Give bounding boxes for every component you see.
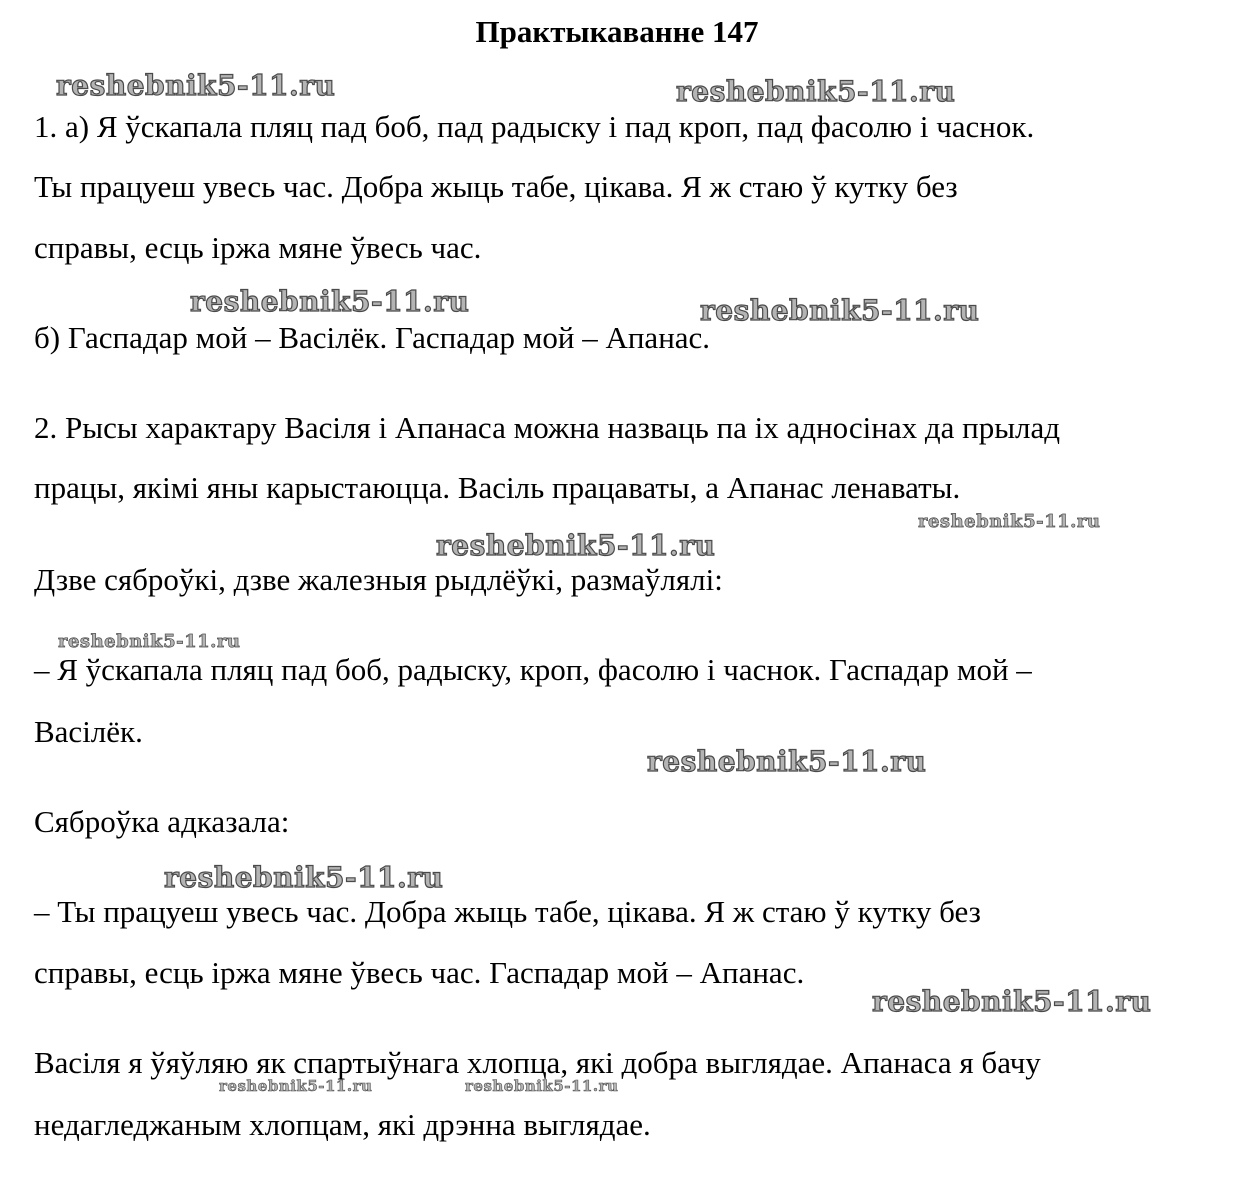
- watermark: reshebnik5-11.ru: [872, 985, 1152, 1018]
- text-line: 1. а) Я ўскапала пляц пад боб, пад радыску і пад кроп, пад фасолю і часнок.: [34, 109, 1035, 144]
- text-line: Васіля я ўяўляю як спартыўнага хлопца, які добра выглядае. Апанаса я бачу: [34, 1045, 1041, 1080]
- watermark: reshebnik5-11.ru: [58, 631, 241, 652]
- watermark: reshebnik5-11.ru: [436, 529, 716, 562]
- watermark: reshebnik5-11.ru: [465, 1077, 619, 1095]
- text-line: справы, есць іржа мяне ўвесь час. Гаспадар мой – Апанас.: [34, 955, 805, 990]
- text-line: Ты працуеш увесь час. Добра жыць табе, цікава. Я ж стаю ў кутку без: [34, 169, 958, 204]
- text-line: працы, якімі яны карыстаюцца. Васіль працаваты, а Апанас ленаваты.: [34, 470, 961, 505]
- page-title: Практыкаванне 147: [475, 14, 759, 49]
- text-line: Дзве сяброўкі, дзве жалезныя рыдлёўкі, размаўлялі:: [34, 562, 723, 597]
- watermark: reshebnik5-11.ru: [164, 861, 444, 894]
- text-line: 2. Рысы характару Васіля і Апанаса можна назваць па іх адносінах да прылад: [34, 410, 1061, 445]
- text-line: недагледжаным хлопцам, які дрэнна выглядае.: [34, 1107, 651, 1142]
- watermark: reshebnik5-11.ru: [219, 1077, 373, 1095]
- text-line: справы, есць іржа мяне ўвесь час.: [34, 230, 482, 265]
- text-line: – Ты працуеш увесь час. Добра жыць табе, цікава. Я ж стаю ў кутку без: [34, 894, 981, 929]
- watermark: reshebnik5-11.ru: [56, 69, 336, 102]
- watermark: reshebnik5-11.ru: [647, 745, 927, 778]
- watermark: reshebnik5-11.ru: [918, 511, 1101, 532]
- text-line: Сяброўка адказала:: [34, 804, 290, 839]
- text-line: – Я ўскапала пляц пад боб, радыску, кроп, фасолю і часнок. Гаспадар мой –: [34, 652, 1032, 687]
- watermark: reshebnik5-11.ru: [700, 294, 980, 327]
- watermark: reshebnik5-11.ru: [676, 75, 956, 108]
- text-line: Васілёк.: [34, 714, 143, 749]
- text-line: б) Гаспадар мой – Васілёк. Гаспадар мой – Апанас.: [34, 320, 711, 355]
- watermark: reshebnik5-11.ru: [190, 285, 470, 318]
